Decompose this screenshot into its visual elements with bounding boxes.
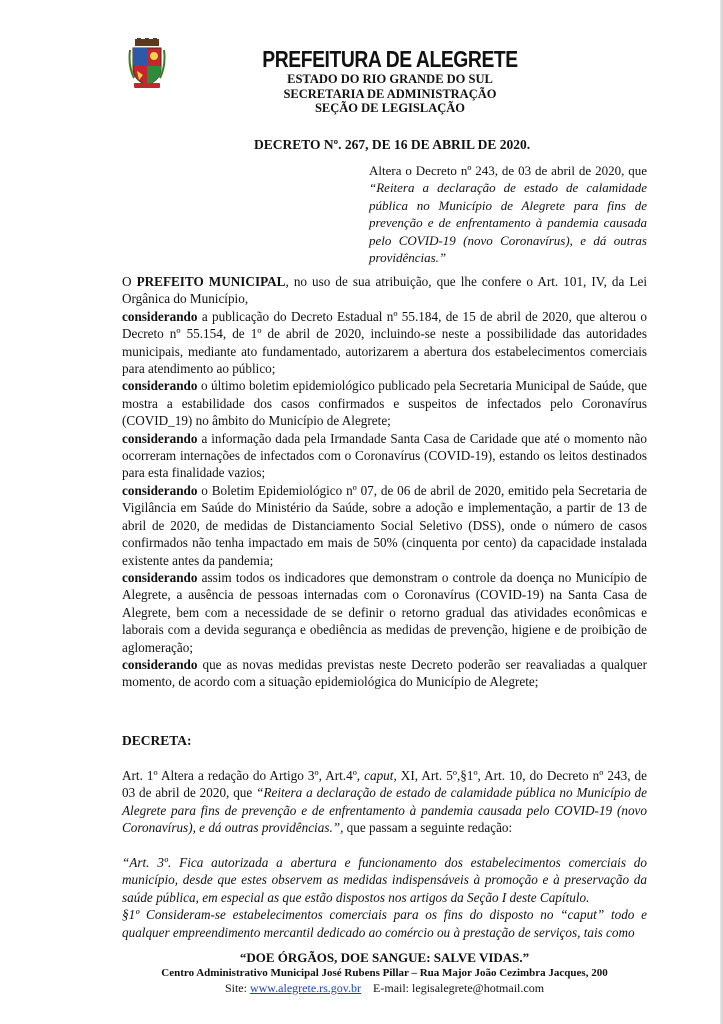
decree-title: DECRETO Nº. 267, DE 16 DE ABRIL DE 2020. <box>254 137 531 152</box>
preamble-opening: O PREFEITO MUNICIPAL, no uso de sua atribuição, que lhe confere o Art. 101, IV, da Lei Orgânica do Município, <box>122 274 647 307</box>
municipal-coat-of-arms-icon <box>128 38 166 90</box>
article-1: Art. 1º Altera a redação do Artigo 3º, Art.4º, caput, XI, Art. 5º,§1º, Art. 10, do Decreto nº 243, de 03 de abril de 2020, que “Reitera a declaração de estado de calamidade pública no Município de Alegrete para fins de prevenção e de enfrentamento à pandemia causada pelo COVID-19 (novo Coronavírus), e dá outras providências.”, que passam a seguinte redação: <box>122 768 647 836</box>
mayor-title: PREFEITO MUNICIPAL <box>136 274 286 289</box>
footer-slogan: “DOE ÓRGÃOS, DOE SANGUE: SALVE VIDAS.” <box>239 950 530 965</box>
consideration-item: considerando que as novas medidas previstas neste Decreto poderão ser reavaliadas a qualquer momento, de acordo com a situação epidemiológica do Município de Alegrete; <box>122 656 647 690</box>
email-address: legisalegrete@hotmail.com <box>412 981 545 995</box>
footer-address: Centro Administrativo Municipal José Rubens Pillar – Rua Major João Cezimbra Jacques, 200 <box>161 967 608 979</box>
consideration-item: considerando o Boletim Epidemiológico nº 07, de 06 de abril de 2020, emitido pela Secretaria de Vigilância em Saúde do Ministério da Saúde, sobre a adoção e implementação, a partir de 13 de abril de 2020, de medidas de Distanciamento Social Seletivo (DSS), onde o número de casos confirmados não tenha impactado em mais de 50% (cinquenta por cento) da capacidade instalada existente antes da pandemia; <box>122 482 647 568</box>
state-line: ESTADO DO RIO GRANDE DO SUL <box>287 72 493 86</box>
municipality-title: PREFEITURA DE ALEGRETE <box>262 46 518 72</box>
decreta-heading: DECRETA: <box>122 733 192 748</box>
decree-summary <box>369 162 647 266</box>
summary-quote: “Reitera a declaração de estado de calamidade pública no Município de Alegrete para fins de prevenção e de enfrentamento à pandemia causada pelo COVID-19 (novo Coronavírus), e dá outras providências.” <box>369 180 647 266</box>
secretariat-line: SECRETARIA DE ADMINISTRAÇÃO <box>283 86 497 101</box>
consideration-item: considerando o último boletim epidemiológico publicado pela Secretaria Municipal de Saúde, que mostra a estabilidade dos casos confirmados e suspeitos de infectados pelo Coronavírus (COVID_19) no âmbito do Município de Alegrete; <box>122 378 647 429</box>
amended-art-3: “Art. 3º. Fica autorizada a abertura e funcionamento dos estabelecimentos comerciais do município, desde que estes observem as medidas indispensáveis à promoção e à preservação da saúde pública, em especial as que estão dispostos nos artigos da Seção I deste Capítulo. <box>122 855 647 905</box>
consideration-item: considerando a publicação do Decreto Estadual nº 55.184, de 15 de abril de 2020, que alterou o Decreto nº 55.154, de 1º de abril de 2020, incluindo-se neste a possibilidade das autoridades municipais, mediante ato fundamentado, autorizarem a abertura dos estabelecimentos comerciais para atendimento ao público; <box>122 308 647 377</box>
footer-contact: Site: www.alegrete.rs.gov.br E-mail: legisalegrete@hotmail.com <box>224 981 545 995</box>
amended-text <box>122 854 647 941</box>
summary-intro: Altera o Decreto nº 243, de 03 de abril de 2020, que <box>369 163 647 178</box>
preamble <box>122 273 647 691</box>
consideration-item: considerando assim todos os indicadores que demonstram o controle da doença no Município de Alegrete, a ausência de pessoas internadas com o Coronavírus (COVID-19) na Santa Casa de Alegrete, bem com a necessidade de se definir o retorno gradual das atividades econômicas e laborais com a devida segurança e obediência as medidas de prevenção, higiene e de proibição de aglomeração; <box>122 569 647 655</box>
section-line: SEÇÃO DE LEGISLAÇÃO <box>314 101 466 115</box>
site-link[interactable]: www.alegrete.rs.gov.br <box>249 981 362 995</box>
amended-paragraph-1: §1º Consideram-se estabelecimentos comerciais para os fins do disposto no “caput” todo e qualquer empreendimento mercantil dedicado ao comércio ou à prestação de serviços, tais como <box>122 907 647 940</box>
consideration-item: considerando a informação dada pela Irmandade Santa Casa de Caridade que até o momento não ocorreram internações de infectados com o Coronavírus (COVID-19), estando os leitos destinados para esta finalidade vazios; <box>122 430 647 481</box>
letterhead <box>210 46 570 116</box>
footer <box>122 950 647 996</box>
